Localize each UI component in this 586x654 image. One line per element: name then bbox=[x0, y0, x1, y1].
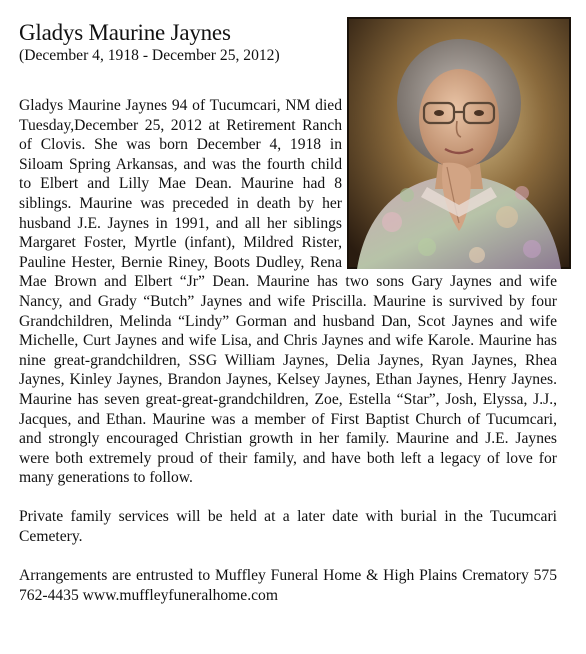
obituary-paragraph-arrangements: Arrangements are entrusted to Muffley Funeral Home & High Plains Crematory 575 762-4435 www.muffleyfuneralhome.com bbox=[19, 567, 557, 604]
photo-text-wrap-spacer bbox=[342, 96, 557, 270]
obituary-body bbox=[19, 96, 557, 605]
obituary-paragraph-services: Private family services will be held at a later date with burial in the Tucumcari Cemetery. bbox=[19, 508, 557, 546]
obituary-name: Gladys Maurine Jaynes bbox=[19, 20, 231, 45]
obituary-dates: (December 4, 1918 - December 25, 2012) bbox=[19, 47, 280, 64]
obituary-paragraph-main: Gladys Maurine Jaynes 94 of Tucumcari, NM died Tuesday,December 25, 2012 at Retirement Ranch of Clovis. She was born December 4, 1918 in Siloam Spring Arkansas, and was the fourth child to Elbert and Lilly Mae Dean. Maurine had 8 siblings. Maurine was preceded in death by her husband J.E. Jaynes in 1991, and all her siblings Margaret Foster, Myrtle (infant), Mildred Rister, Pauline Hester, Bernie Riney, Boots Dudley, Rena Mae Brown and Elbert “Jr” Dean. Maurine has two sons Gary Jaynes and wife Nancy, and Grady “Butch” Jaynes and wife Priscilla. Maurine is survived by four Grandchildren, Melinda “Lindy” Gorman and husband Dan, Scot Jaynes and wife Michelle, Curt Jaynes and wife Lisa, and Chris Jaynes and wife Karole. Maurine has nine great-grandchildren, SSG William Jaynes, Delia Jaynes, Ryan Jaynes, Rhea Jaynes, Kinley Jaynes, Brandon Jaynes, Kelsey Jaynes, Ethan Jaynes, Henry Jaynes. Maurine has seven great-great-grandchildren, Zoe, Estella “Star”, Josh, Elyssa, J.J., Jacques, and Ethan. Maurine was a member of First Baptist Church of Tucumcari, and strongly encouraged Christian growth in her family. Maurine and J.E. Jaynes were both extremely proud of their family, and have both left a legacy of love for many generations to follow. bbox=[19, 97, 557, 487]
